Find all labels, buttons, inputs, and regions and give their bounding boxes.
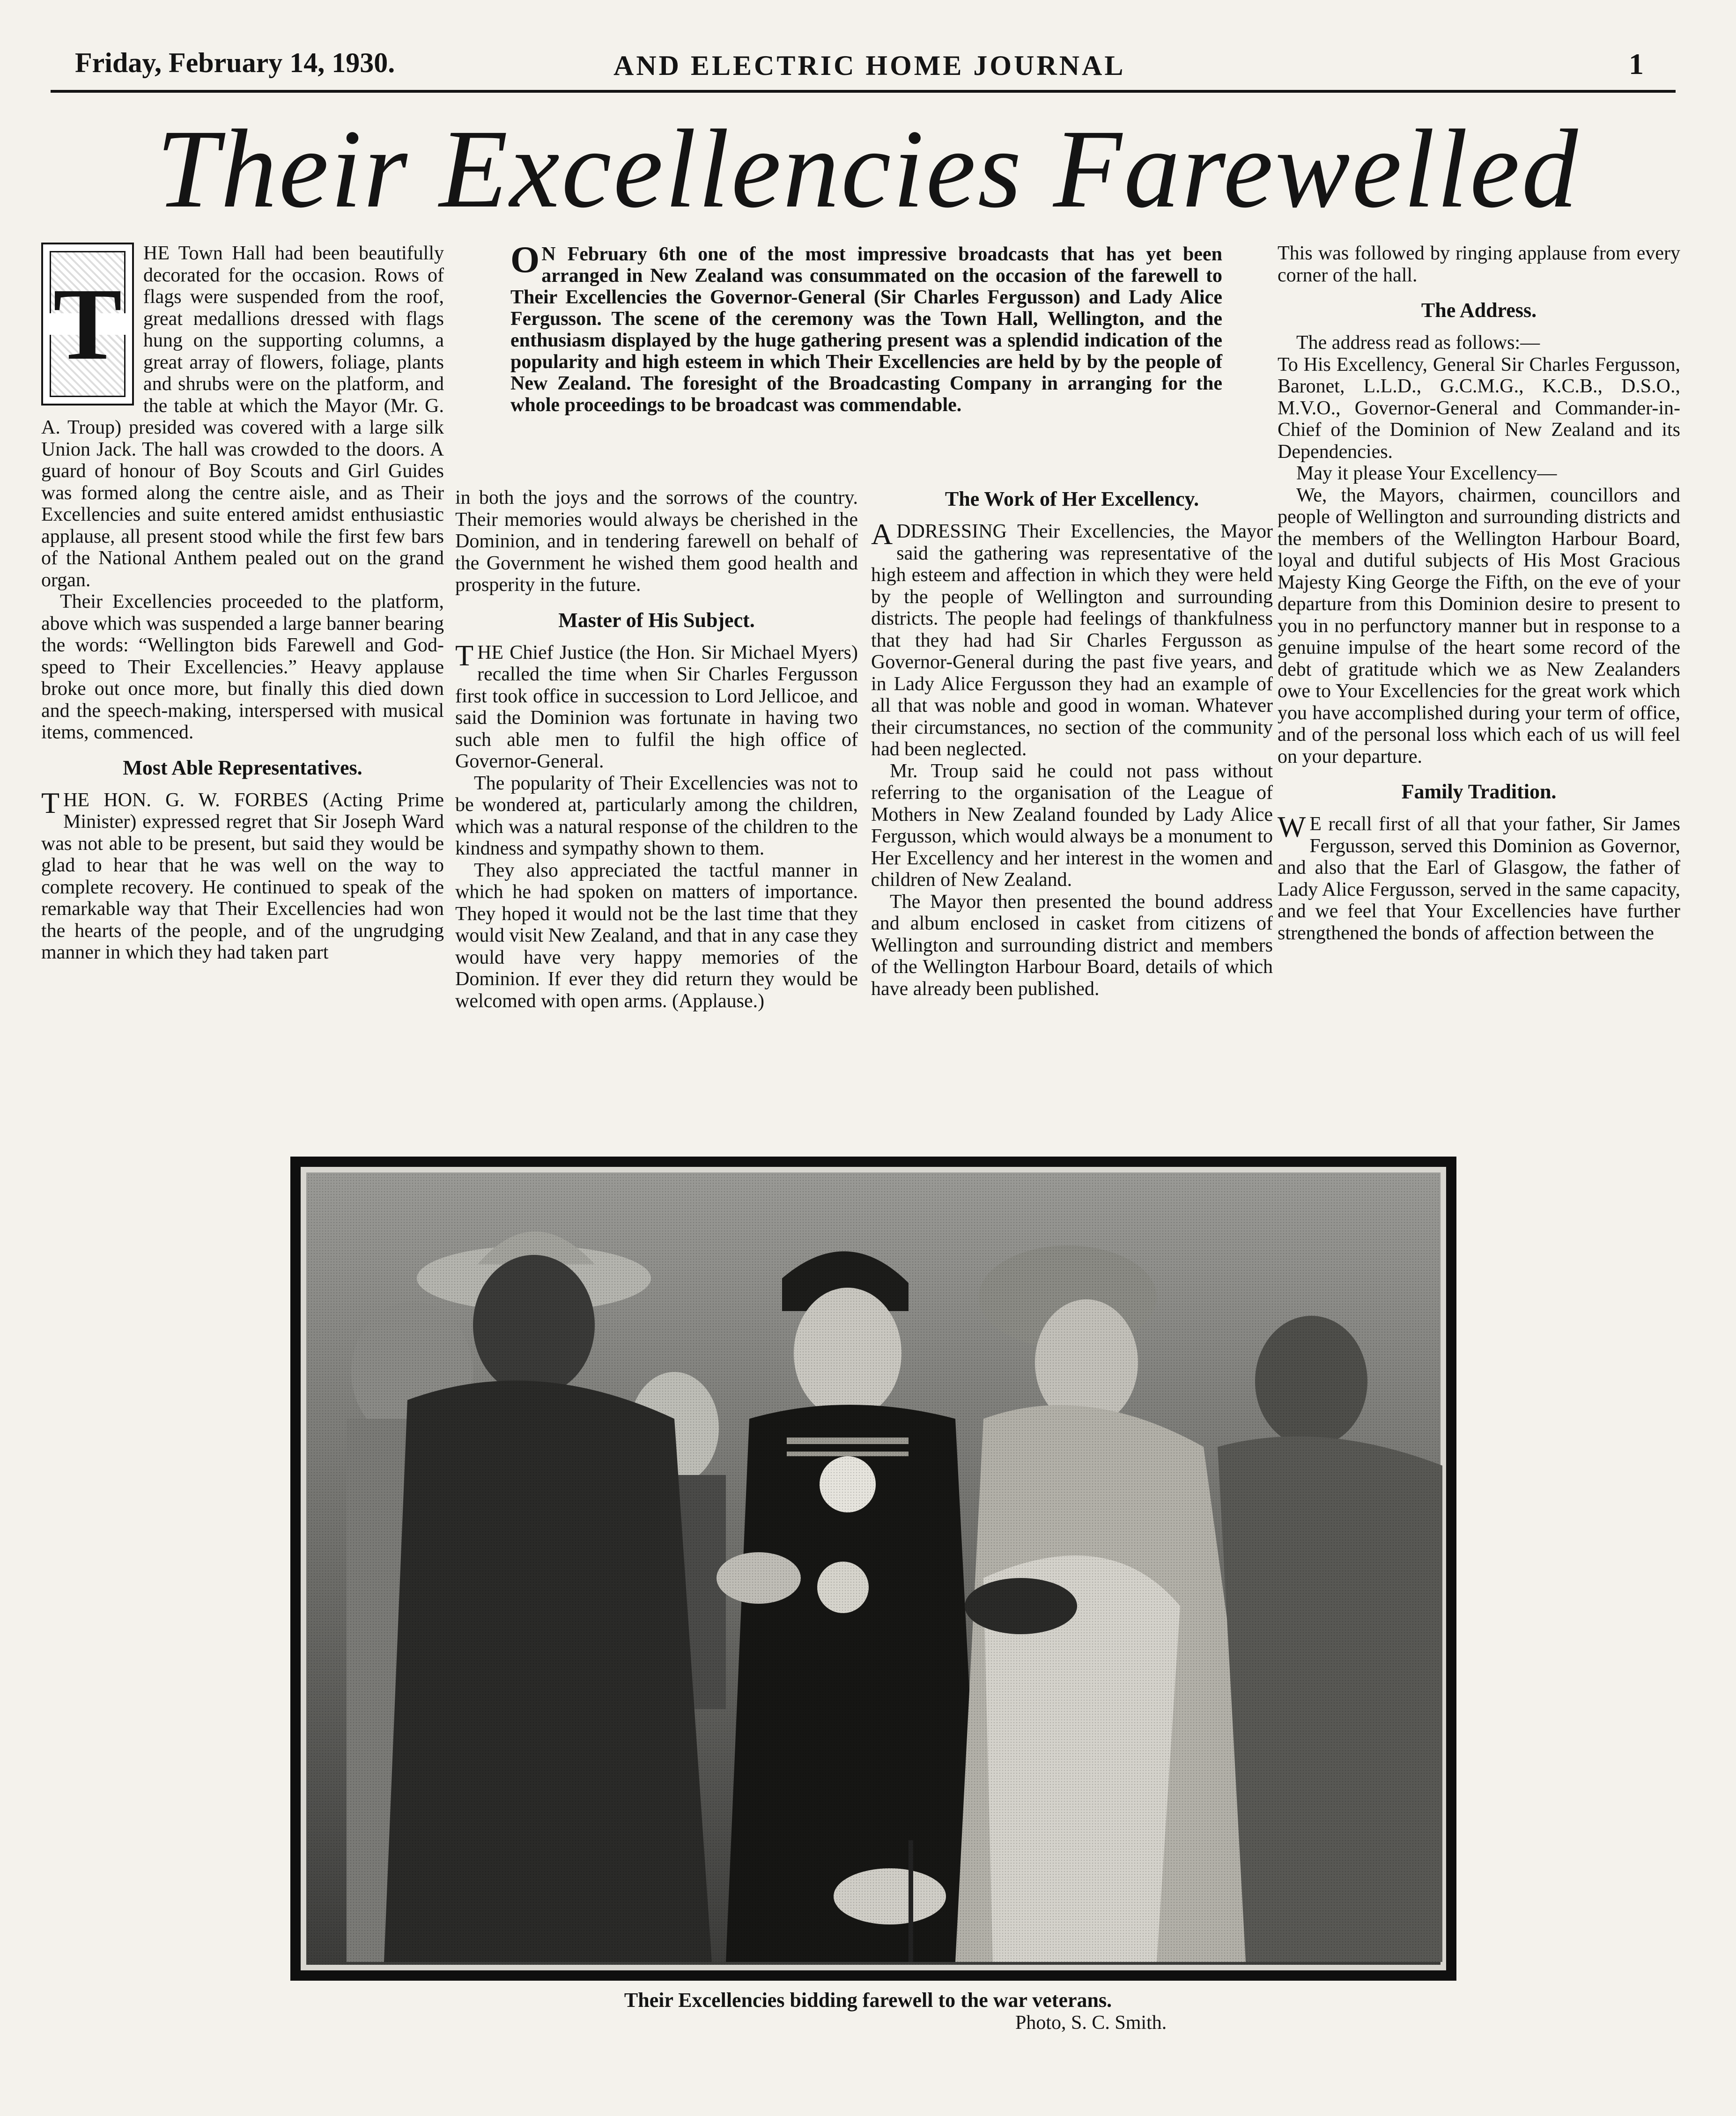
col1-paragraph-3: HE HON. G. W. FORBES (Acting Prime Minister) expressed regret that Sir Joseph Ward was not able to be present, but said they would be glad to hear that he was well on the way to complete recovery. He continued to speak of the remarkable way that Their Excellencies had won the hearts of the people, and of the ungrudging manner in which they had taken part (41, 789, 444, 963)
col1-paragraph-1: HE Town Hall had been beautifully decorated for the occasion. Rows of flags were suspended from the roof, great medallions dressed with flags hung on the supporting columns, a great array of flowers, foliage, plants and shrubs were on the platform, and the table at which the Mayor (Mr. G. A. Troup) presided was covered with a large silk Union Jack. The hall was crowded to the doors. A guard of honour of Boy Scouts and Girl Guides was formed along the centre aisle, and as Their Excellencies and suite entered amidst enthusiastic applause, all present stood while the first few bars of the National Anthem pealed out on the grand organ. (41, 243, 444, 591)
col2-paragraph-3: The popularity of Their Excellencies was not to be wondered at, particularly among the children, which was a natural response of the children to the kindness and sympathy shown to them. (455, 772, 858, 859)
col4-paragraph-4: May it please Your Excellency— (1296, 463, 1557, 484)
col2-paragraph-2: HE Chief Justice (the Hon. Sir Michael Myers) recalled the time when Sir Charles Fergusson first took office in succession to Lord Jellicoe, and said the Dominion was fortunate in having two such able men to fulfil the high office of Governor-General. (455, 641, 858, 772)
col3-paragraph-2: Mr. Troup said he could not pass without referring to the organisation of the League of Mothers in New Zealand founded by Lady Alice Fergusson, which would always be a monument to Her Excellency and her interest in the women and children of New Zealand. (871, 760, 1273, 891)
subhead-work-of-her-excellency: The Work of Her Excellency. (945, 487, 1199, 510)
subhead-most-able-representatives: Most Able Representatives. (123, 756, 362, 779)
col2-paragraph-4: They also appreciated the tactful manner in which he had spoken on matters of importance. They hoped it would not be the last time that they would visit New Zealand, and that in any case they would have very happy memories of the Dominion. If ever they did return they would be welcomed with open arms. (Applause.) (455, 859, 858, 1012)
issue-date: Friday, February 14, 1930. (75, 47, 395, 78)
lead-initial: O (510, 239, 540, 280)
header-rule (51, 90, 1676, 93)
journal-title: AND ELECTRIC HOME JOURNAL (613, 50, 1126, 81)
col3-paragraph-1: DDRESSING Their Excellencies, the Mayor said the gathering was representative of the high esteem and affection in which they were held by the people of Wellington and surrounding districts. The people had feelings of thankfulness that they had had Sir Charles Fergusson as Governor-General during the past five years, and in Lady Alice Fergusson they had an example of all that was noble and good in woman. Whatever their circumstances, no section of the community had been neglected. (871, 521, 1273, 760)
column-3 (871, 487, 1273, 1000)
col3-initial: A (871, 517, 893, 551)
page-number: 1 (1629, 47, 1644, 81)
col1-initial: T (41, 786, 60, 819)
col4-paragraph-1: This was followed by ringing applause from every corner of the hall. (1278, 243, 1680, 286)
col4-initial: W (1278, 810, 1306, 843)
column-1 (41, 243, 444, 964)
col2-paragraph-1: in both the joys and the sorrows of the country. Their memories would always be cherished in the Dominion, and in tendering farewell on behalf of the Government he wished them good health and prosperity in the future. (455, 487, 858, 596)
drop-cap-letter: T (50, 313, 126, 335)
farewell-photograph (290, 1157, 1456, 1981)
subhead-master-of-his-subject: Master of His Subject. (558, 608, 755, 632)
column-2 (455, 487, 858, 1012)
subhead-the-address: The Address. (1421, 299, 1537, 322)
col4-paragraph-2: The address read as follows:— (1296, 332, 1540, 354)
subhead-family-tradition: Family Tradition. (1401, 780, 1557, 803)
col2-initial: T (455, 638, 474, 672)
column-4 (1278, 243, 1680, 944)
col4-paragraph-6: E recall first of all that your father, Sir James Fergusson, served this Dominion as Governor, and also that the Earl of Glasgow, the father of Lady Alice Fergusson, served in the same capacity, and we feel that Your Excellencies have further strengthened the bonds of affection between the (1278, 813, 1680, 944)
headline: Their Excellencies Farewelled (156, 106, 1580, 231)
col3-paragraph-3: The Mayor then presented the bound address and album enclosed in casket from citizens of Wellington and surrounding district and members of the Wellington Harbour Board, details of which have already been published. (871, 891, 1273, 1000)
col4-paragraph-3: To His Excellency, General Sir Charles Fergusson, Baronet, L.L.D., G.C.M.G., K.C.B., D.S.O., M.V.O., Governor-General and Commander-in-Chief of the Dominion of New Zealand and its Dependencies. (1278, 354, 1680, 463)
photo-caption: Their Excellencies bidding farewell to the war veterans. (624, 1989, 1112, 2012)
lead-paragraph (510, 239, 1222, 416)
photo-credit: Photo, S. C. Smith. (1015, 2012, 1167, 2034)
col4-paragraph-5: We, the Mayors, chairmen, councillors and people of Wellington and surrounding districts and the members of the Wellington Harbour Board, loyal and dutiful subjects of His Most Gracious Majesty King George the Fifth, on the eve of your departure from this Dominion desire to present to you in no perfunctory manner but in response to a genuine impulse of the heart some record of the debt of gratitude which we as New Zealanders owe to Your Excellencies for the great work which you have accomplished during your term of office, and of the personal loss which each of us will feel on your departure. (1278, 484, 1680, 767)
col1-paragraph-2: Their Excellencies proceeded to the platform, above which was suspended a large banner bearing the words: “Wellington bids Farewell and God-speed to Their Excellencies.” Heavy applause broke out once more, but finally this died down and the speech-making, interspersed with musical items, commenced. (41, 591, 444, 743)
ornamental-drop-cap (41, 243, 134, 406)
lead-text: N February 6th one of the most impressive broadcasts that has yet been arranged in New Zealand was consummated on the occasion of the farewell to Their Excellencies the Governor-General (Sir Charles Fergusson) and Lady Alice Fergusson. The scene of the ceremony was the Town Hall, Wellington, and the enthusiasm displayed by the huge gathering present was a splendid indication of the popularity and high esteem in which Their Excellencies are held by by the people of New Zealand. The foresight of the Broadcasting Company in arranging for the whole proceedings to be broadcast was commendable. (510, 243, 1222, 416)
